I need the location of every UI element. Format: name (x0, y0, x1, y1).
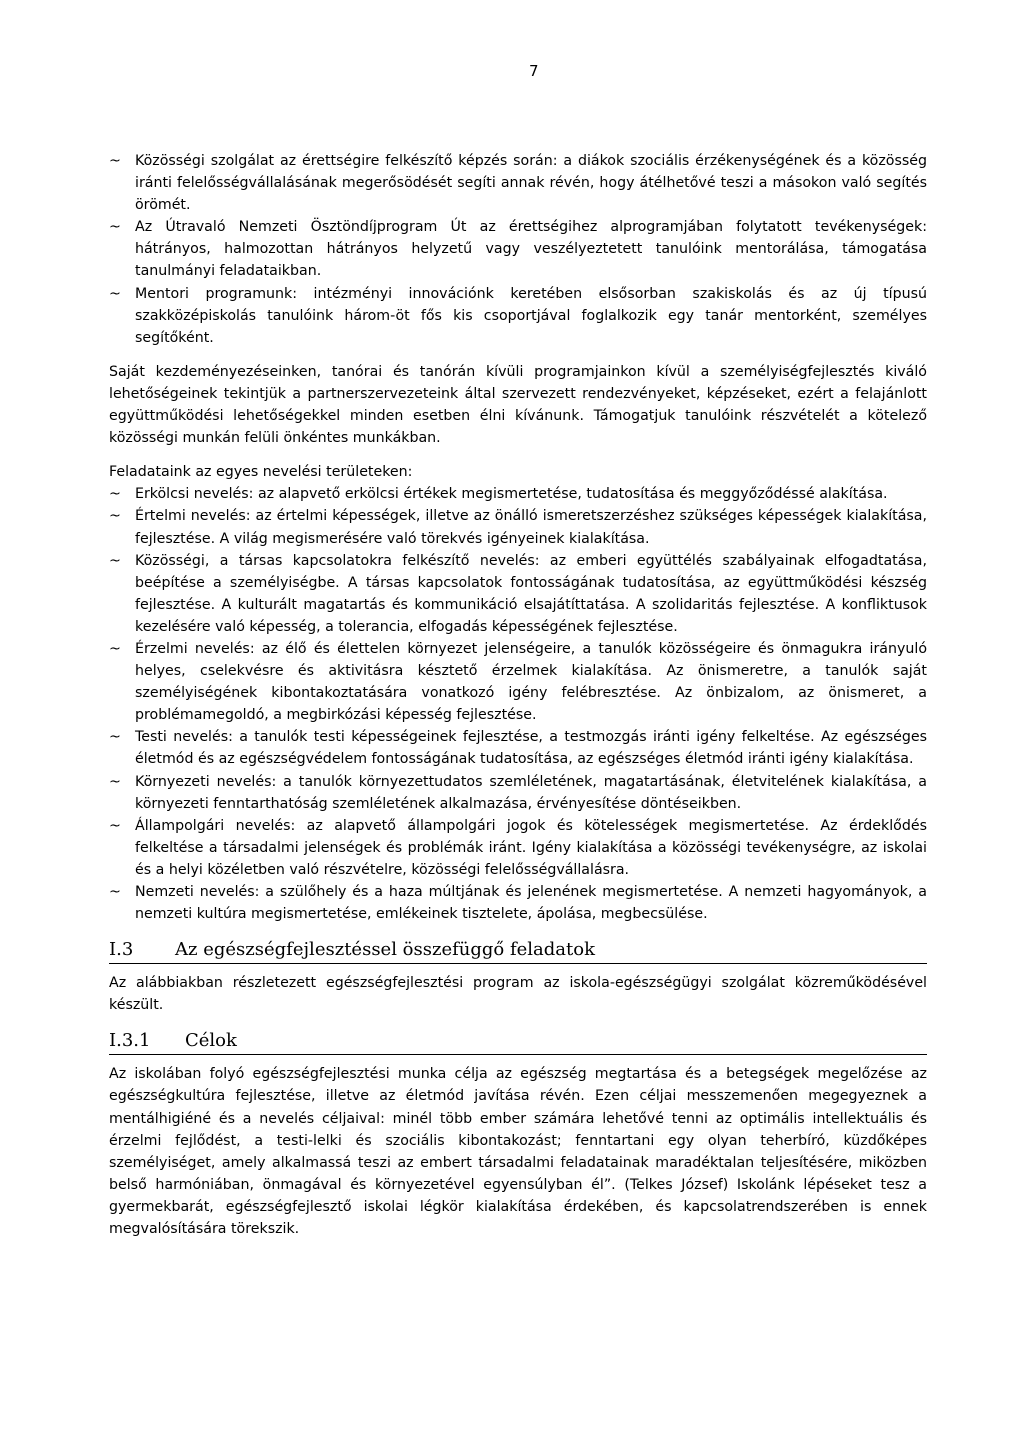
list-item (109, 771, 927, 815)
section-number: I.3 (109, 939, 134, 961)
bullet-icon: ~ (109, 640, 121, 657)
section-heading-1-3-1 (109, 1030, 927, 1055)
list-item (109, 150, 927, 216)
list-item (109, 638, 927, 726)
bullet-icon: ~ (109, 153, 121, 169)
section-title: Célok (185, 1030, 237, 1052)
bullet-icon: ~ (109, 552, 121, 569)
bullet-icon: ~ (109, 219, 121, 236)
section-title: Az egészségfejlesztéssel összefüggő feladatok (175, 939, 596, 961)
bullet-icon: ~ (109, 508, 121, 525)
page-number: 7 (529, 62, 539, 80)
list-item-text: Környezeti nevelés: a tanulók környezettudatos szemléletének, magatartásának, életvitelének kialakítása, a környezeti fenntarthatóság szemléletének alkalmazása, érvényesítése döntéseikben. (135, 773, 927, 812)
list-item-text: Mentori programunk: intézményi innovációnk keretében elsősorban szakiskolás és az új típusú szakközépiskolás tanulóink három-öt fős kis csoportjával foglalkozik egy tanár mentorként, személyes segítőként. (135, 285, 927, 346)
section-heading-1-3 (109, 939, 927, 964)
list-item (109, 483, 927, 505)
list-item-text: Érzelmi nevelés: az élő és élettelen környezet jelenségeire, a tanulók közösségeire és önmagukra irányuló helyes, cselekvésre és aktivitásra késztető érzelmek kialakítása. Az önismeretre, a tanulók saját személyiségének kibontakoztatására vonatkozó igény felébresztése. Az önbizalom, az önismeret, a problémamegoldó, a megbirkózási képesség fejlesztése. (135, 640, 927, 724)
section-1-3-text: Az alábbiakban részletezett egészségfejlesztési program az iskola-egészségügyi szolgálat közreműködésével készült. (109, 975, 927, 1014)
list-item-text: Erkölcsi nevelés: az alapvető erkölcsi értékek megismertetése, tudatosítása és meggyőződéssé alakítása. (135, 486, 888, 503)
bullet-icon: ~ (109, 285, 121, 302)
list-item (109, 881, 927, 925)
bullet-icon: ~ (109, 817, 121, 834)
page-content (109, 150, 927, 1240)
list-item-text: Közösségi, a társas kapcsolatokra felkészítő nevelés: az emberi együttélés szabályainak elfogadtatása, beépítése a személyiségbe. A társas kapcsolatok fontosságának tudatosítása, az együttműködési készség fejlesztése. A kulturált magatartás és kommunikáció elsajátíttatása. A szolidaritás fejlesztése. A konfliktusok kezelésére való képesség, a tolerancia, elfogadás képességének fejlesztése. (135, 552, 927, 635)
list-item-text: Közösségi szolgálat az érettségire felkészítő képzés során: a diákok szociális érzékenységének és a közösség iránti felelősségvállalásának megerősödését segíti annak révén, hogy átélhetővé teszi a másokon való segítés örömét. (135, 153, 927, 214)
bullet-icon: ~ (109, 884, 121, 900)
paragraph-own-initiatives: Saját kezdeményezéseinken, tanórai és tanórán kívüli programjainkon kívül a személyiségfejlesztés kiváló lehetőségeinek tekintjük a partnerszervezeteink által szervezett rendezvényeket, képzéseket, ezért a felajánlott együttműködési lehetőségekkel minden esetben élni kívánunk. Támogatjuk tanulóink részvételét a kötelező közösségi munkán felüli önkéntes munkákban. (109, 363, 927, 447)
bullet-icon: ~ (109, 773, 121, 790)
list-item (109, 283, 927, 349)
list-item-text: Értelmi nevelés: az értelmi képességek, illetve az önálló ismeretszerzéshez szükséges képességek kialakítása, fejlesztése. A világ megismerésére való törekvés igényeinek kialakítása. (135, 508, 927, 547)
list-item-text: Testi nevelés: a tanulók testi képességeinek fejlesztése, a testmozgás iránti igény felkeltése. Az egészséges életmód és az egészségvédelem fontosságának tudatosítása, az egészséges életmód iránti igény kialakítása. (135, 729, 927, 768)
list-item (109, 505, 927, 549)
list-item-text: Nemzeti nevelés: a szülőhely és a haza múltjának és jelenének megismertetése. A nemzeti hagyományok, a nemzeti kultúra megismertetése, emlékeinek tisztelete, ápolása, megbecsülése. (135, 884, 927, 923)
list-item-text: Állampolgári nevelés: az alapvető állampolgári jogok és kötelességek megismertetése. Az érdeklődés felkeltése a társadalmi jelenségek és problémák iránt. Igény kialakítása a közösségi tevékenységre, az iskolai és a helyi közéletben való részvételre, közösségi felelősségvállalásra. (135, 817, 927, 878)
section-number: I.3.1 (109, 1030, 151, 1052)
tasks-intro: Feladataink az egyes nevelési területeken: (109, 464, 413, 481)
list-item (109, 726, 927, 770)
list-item (109, 815, 927, 881)
list-item (109, 550, 927, 638)
bullet-icon: ~ (109, 486, 121, 503)
list-item (109, 216, 927, 282)
bullet-icon: ~ (109, 729, 121, 746)
section-1-3-1-text: Az iskolában folyó egészségfejlesztési munka célja az egészség megtartása és a betegségek megelőzése az egészségkultúra fejlesztése, illetve az életmód javítása révén. Ezen céljai messzemenően megegyeznek a mentálhigiéné és a nevelés céljaival: minél több ember számára lehetővé tenni az optimális intellektuális és érzelmi fejlődést, a testi-lelki és szociális kibontakozást; fenntartani egy olyan teherbíró, küzdőképes személyiséget, amely alkalmassá teszi az embert társadalmi feladatainak maradéktalan teljesítésére, miközben belső harmóniában, önmagával és környezetével egyensúlyban él”. (Telkes József) Iskolánk lépéseket tesz a gyermekbarát, egészségfejlesztő iskolai légkör kialakítása érdekében, és kapcsolatrendszerében is ennek megvalósítására törekszik. (109, 1066, 927, 1238)
list-item-text: Az Útravaló Nemzeti Ösztöndíjprogram Út az érettségihez alprogramjában folytatott tevékenységek: hátrányos, halmozottan hátrányos helyzetű vagy veszélyeztetett tanulóink mentorálása, támogatása tanulmányi feladataikban. (135, 219, 927, 280)
